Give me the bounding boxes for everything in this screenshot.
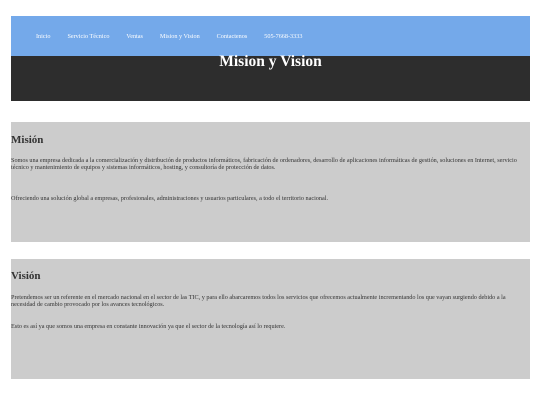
mision-paragraph-2: Ofreciendo una solución global a empresas, profesionales, administraciones y usuarios particulares, a todo el territorio nacional. [11,195,329,202]
vision-paragraph-1: Pretendemos ser un referente en el mercado nacional en el sector de las TIC, y para ello abarcaremos todos los servicios que ofrecemos actualmente incrementando los que vayan surgiendo debido a la necesidad de cambio provocado por los avances tecnológicos. [11,294,506,309]
page-title: Mision y Vision [219,53,322,70]
vision-heading: Visión [11,270,41,282]
mision-section [11,122,530,242]
nav-link-servicio-tecnico[interactable]: Servicio Técnico [67,32,110,40]
vision-paragraph-2: Esto es así ya que somos una empresa en constante innovación ya que el sector de la tecnología así lo requiere. [11,323,286,330]
vision-section [11,259,530,379]
top-navbar [11,16,530,56]
mision-heading: Misión [11,134,44,146]
mision-paragraph-1: Somos una empresa dedicada a la comercialización y distribución de productos informáticos, fabricación de ordenadores, desarrollo de aplicaciones informáticas de gestión, soluciones en Internet, servicio técnico y mantenimiento de equipos y sistemas informáticos, hosting, y consultoría de protección de datos. [11,157,517,172]
nav-link-mision-vision[interactable]: Mision y Vision [159,32,200,40]
nav-link-inicio[interactable]: Inicio [36,32,51,40]
hero-banner [11,53,530,101]
nav-link-phone[interactable]: 505-7668-3333 [264,32,303,40]
nav-link-contactenos[interactable]: Contactenos [216,32,248,40]
nav-link-ventas[interactable]: Ventas [126,32,143,40]
